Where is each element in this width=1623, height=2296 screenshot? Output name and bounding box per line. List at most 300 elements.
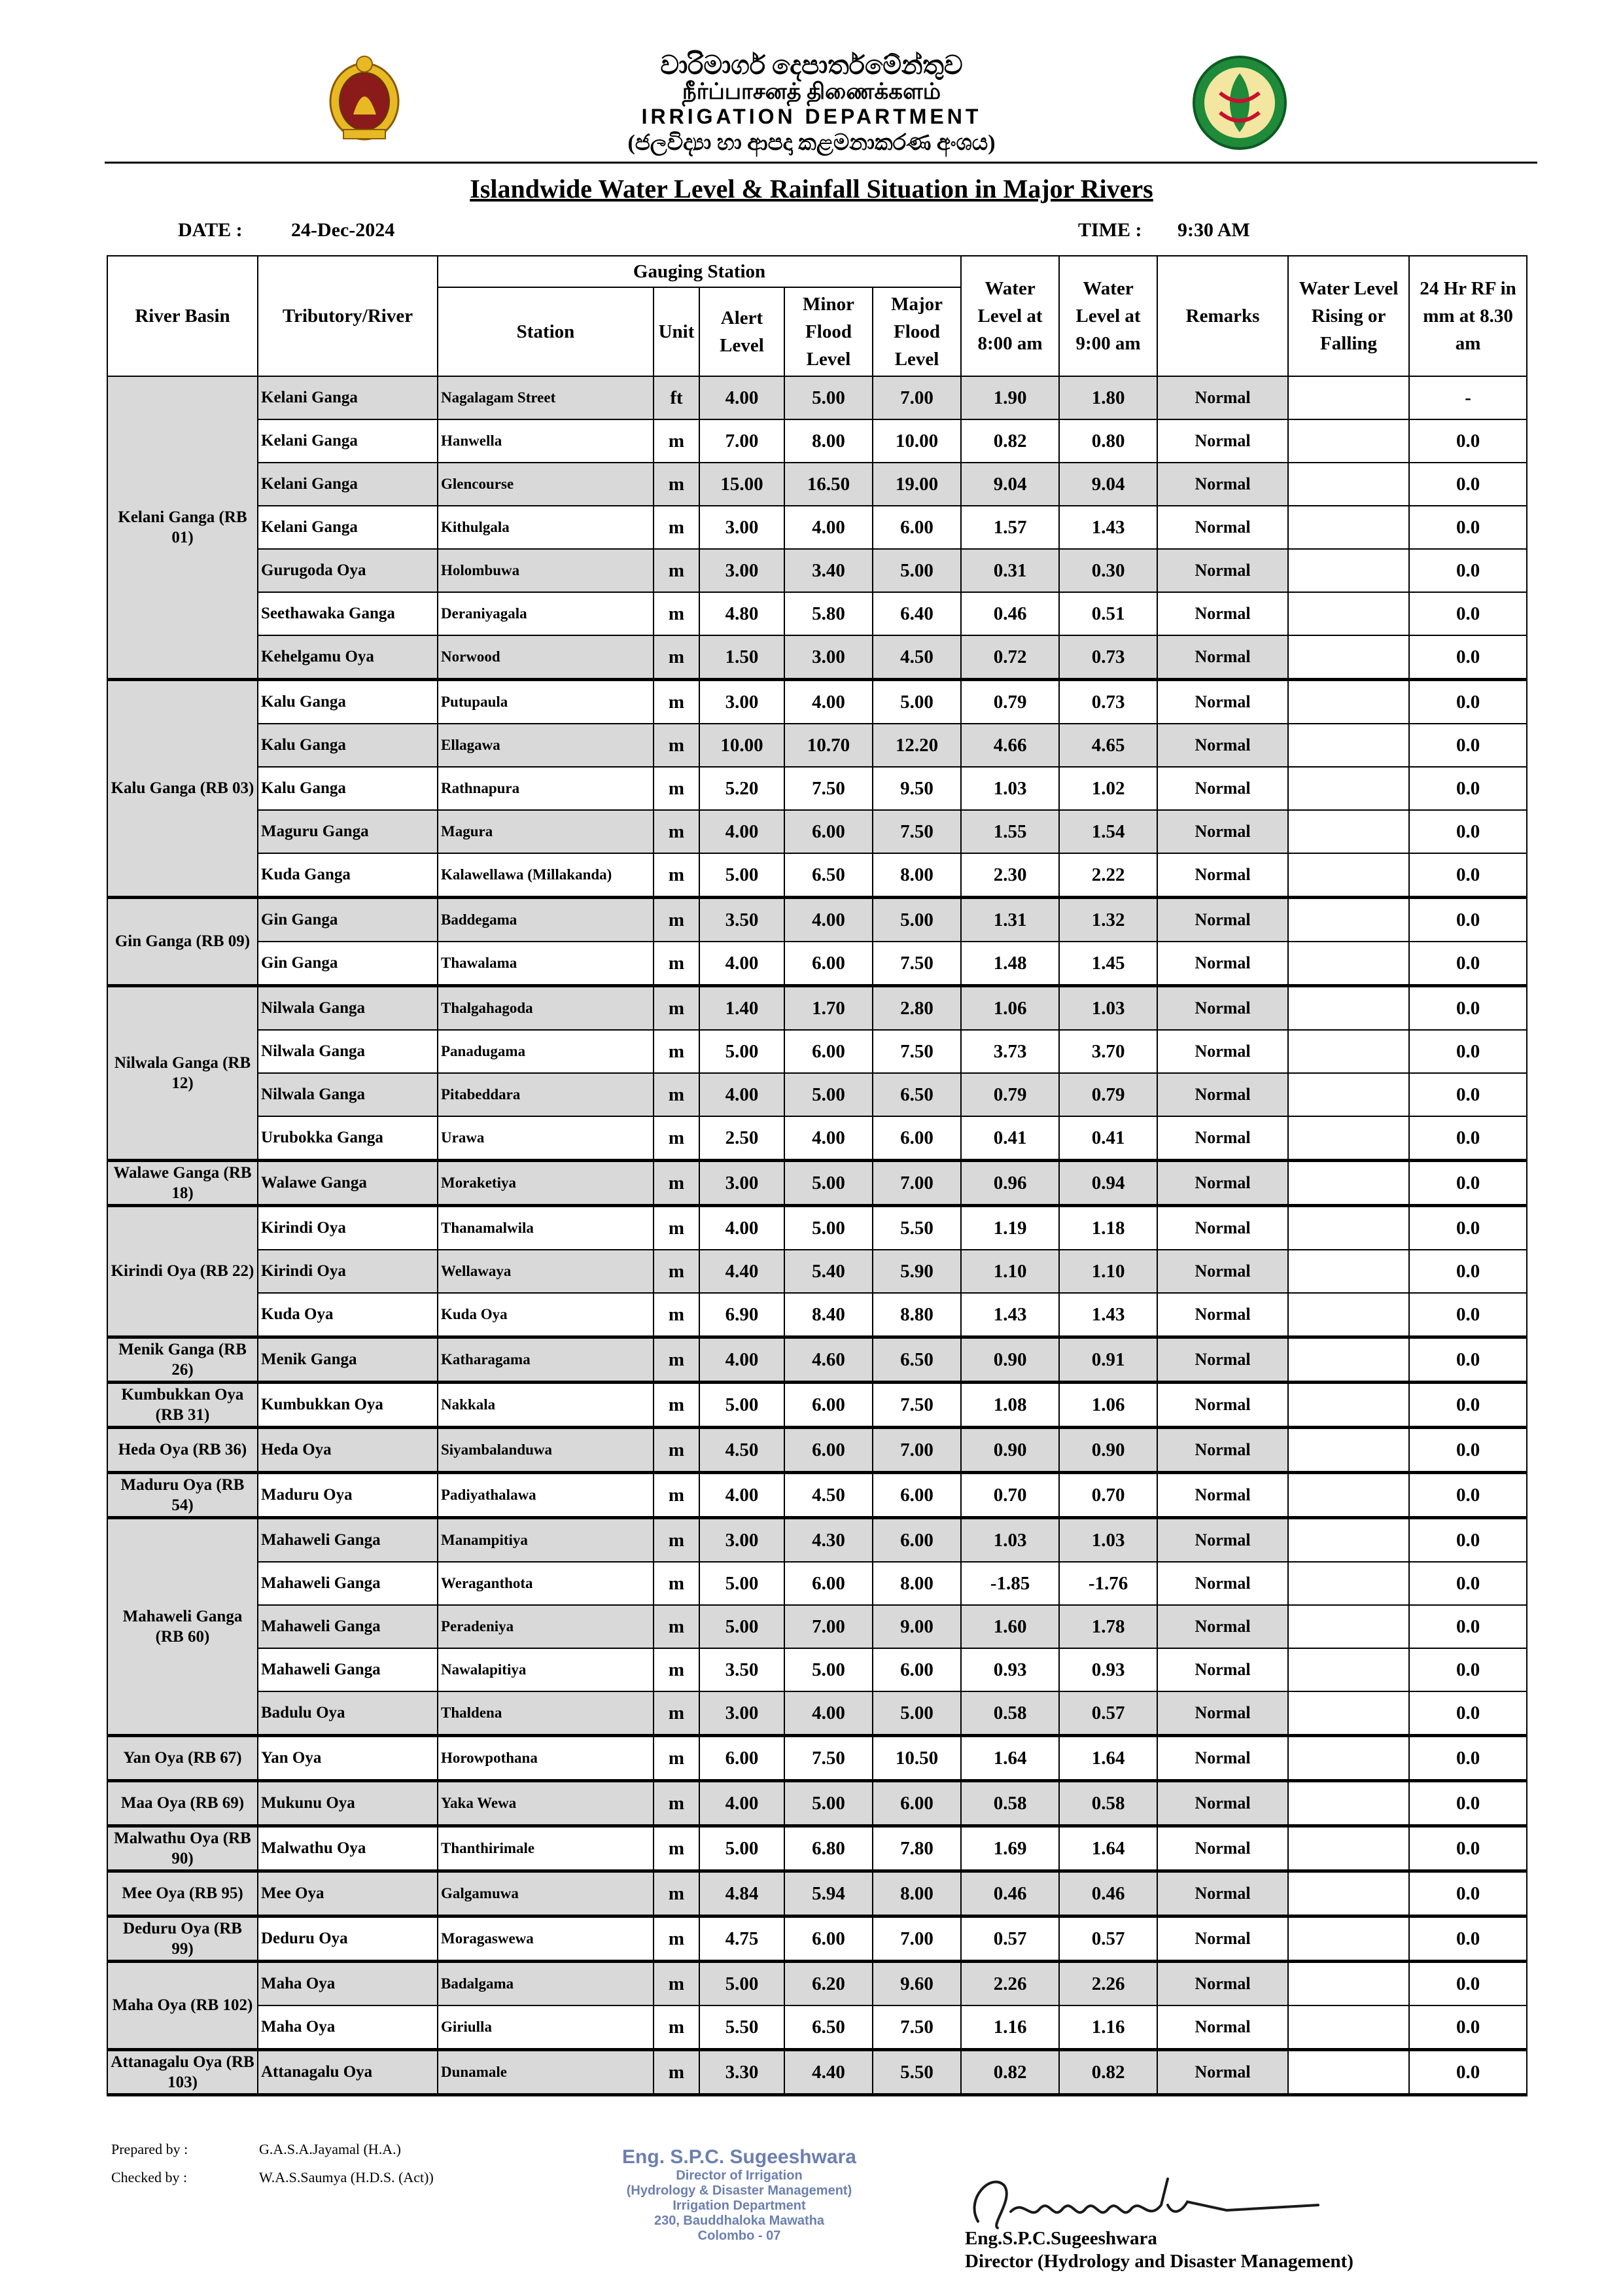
station-cell: Ellagawa	[438, 724, 654, 767]
tributary-cell: Badulu Oya	[258, 1691, 438, 1736]
tributary-cell: Gurugoda Oya	[258, 549, 438, 592]
minor-flood-cell: 5.00	[784, 1073, 873, 1116]
minor-flood-cell: 4.40	[784, 2050, 873, 2095]
handwritten-signature-icon	[952, 2159, 1331, 2238]
letterhead-tamil: நீர்ப்பாசனத் திணைக்களம்	[682, 80, 941, 104]
alert-level-cell: 4.00	[699, 810, 784, 853]
minor-flood-cell: 4.00	[784, 680, 873, 724]
rainfall-cell: 0.0	[1409, 2005, 1527, 2050]
tributary-cell: Mahaweli Ganga	[258, 1562, 438, 1605]
remarks-cell: Normal	[1157, 1962, 1288, 2006]
water-level-9am-cell: 0.90	[1059, 1428, 1157, 1473]
minor-flood-cell: 6.50	[784, 2005, 873, 2050]
minor-flood-cell: 6.00	[784, 1562, 873, 1605]
table-row	[107, 942, 1527, 986]
alert-level-cell: 5.00	[699, 1962, 784, 2006]
alert-level-cell: 5.00	[699, 1030, 784, 1073]
date-value: 24-Dec-2024	[291, 219, 395, 241]
minor-flood-cell: 5.00	[784, 1206, 873, 1250]
letterhead-unit: (ජලවිද්‍යා හා ආපදා කළමනාකරණ අංශය)	[627, 131, 996, 155]
unit-cell: m	[654, 506, 699, 549]
header-remarks: Remarks	[1157, 256, 1288, 376]
water-level-9am-cell: 1.10	[1059, 1250, 1157, 1293]
river-basin-cell: Kalu Ganga (RB 03)	[107, 680, 258, 898]
table-body	[107, 376, 1527, 2095]
alert-level-cell: 10.00	[699, 724, 784, 767]
alert-level-cell: 3.00	[699, 1161, 784, 1206]
remarks-cell: Normal	[1157, 1518, 1288, 1563]
tributary-cell: Gin Ganga	[258, 942, 438, 986]
alert-level-cell: 4.00	[699, 376, 784, 419]
table-row	[107, 1691, 1527, 1736]
table-row	[107, 1871, 1527, 1916]
rainfall-cell: 0.0	[1409, 1250, 1527, 1293]
rainfall-cell: 0.0	[1409, 1206, 1527, 1250]
water-level-9am-cell: 4.65	[1059, 724, 1157, 767]
header-station: Station	[438, 287, 654, 376]
rising-falling-cell	[1288, 853, 1409, 898]
remarks-cell: Normal	[1157, 942, 1288, 986]
minor-flood-cell: 5.00	[784, 376, 873, 419]
rainfall-cell: 0.0	[1409, 1518, 1527, 1563]
river-basin-cell: Maduru Oya (RB 54)	[107, 1473, 258, 1518]
rainfall-cell: 0.0	[1409, 1648, 1527, 1691]
header-rule	[105, 162, 1537, 164]
table-row	[107, 1962, 1527, 2006]
stamp-line: Colombo - 07	[697, 2229, 781, 2243]
header-tributary: Tributory/River	[258, 256, 438, 376]
table-row	[107, 1736, 1527, 1781]
major-flood-cell: 6.00	[873, 506, 961, 549]
tributary-cell: Deduru Oya	[258, 1916, 438, 1962]
unit-cell: m	[654, 1871, 699, 1916]
rainfall-cell: 0.0	[1409, 853, 1527, 898]
remarks-cell: Normal	[1157, 986, 1288, 1031]
minor-flood-cell: 5.00	[784, 1781, 873, 1826]
major-flood-cell: 8.00	[873, 853, 961, 898]
major-flood-cell: 7.00	[873, 1428, 961, 1473]
signer-name: Eng.S.P.C.Sugeeshwara	[965, 2228, 1157, 2249]
water-level-9am-cell: 1.03	[1059, 986, 1157, 1031]
unit-cell: m	[654, 1337, 699, 1383]
tributary-cell: Kelani Ganga	[258, 463, 438, 506]
rainfall-cell: 0.0	[1409, 1293, 1527, 1337]
water-level-9am-cell: 0.79	[1059, 1073, 1157, 1116]
unit-cell: m	[654, 1826, 699, 1871]
rainfall-cell: 0.0	[1409, 635, 1527, 680]
alert-level-cell: 6.90	[699, 1293, 784, 1337]
river-basin-cell: Heda Oya (RB 36)	[107, 1428, 258, 1473]
major-flood-cell: 5.00	[873, 680, 961, 724]
remarks-cell: Normal	[1157, 810, 1288, 853]
major-flood-cell: 9.00	[873, 1605, 961, 1648]
alert-level-cell: 4.00	[699, 1073, 784, 1116]
station-cell: Thaldena	[438, 1691, 654, 1736]
alert-level-cell: 3.50	[699, 898, 784, 942]
remarks-cell: Normal	[1157, 1562, 1288, 1605]
rising-falling-cell	[1288, 1293, 1409, 1337]
station-cell: Wellawaya	[438, 1250, 654, 1293]
rising-falling-cell	[1288, 1250, 1409, 1293]
minor-flood-cell: 4.60	[784, 1337, 873, 1383]
water-level-8am-cell: 0.96	[961, 1161, 1059, 1206]
rising-falling-cell	[1288, 1116, 1409, 1161]
table-row	[107, 376, 1527, 419]
minor-flood-cell: 4.00	[784, 1116, 873, 1161]
minor-flood-cell: 10.70	[784, 724, 873, 767]
remarks-cell: Normal	[1157, 1736, 1288, 1781]
water-level-9am-cell: 9.04	[1059, 463, 1157, 506]
water-level-8am-cell: -1.85	[961, 1562, 1059, 1605]
rainfall-cell: 0.0	[1409, 1473, 1527, 1518]
minor-flood-cell: 4.00	[784, 1691, 873, 1736]
remarks-cell: Normal	[1157, 1691, 1288, 1736]
rising-falling-cell	[1288, 506, 1409, 549]
unit-cell: m	[654, 1691, 699, 1736]
station-cell: Badalgama	[438, 1962, 654, 2006]
minor-flood-cell: 4.30	[784, 1518, 873, 1563]
water-level-8am-cell: 0.93	[961, 1648, 1059, 1691]
unit-cell: m	[654, 1250, 699, 1293]
remarks-cell: Normal	[1157, 1161, 1288, 1206]
major-flood-cell: 2.80	[873, 986, 961, 1031]
station-cell: Nagalagam Street	[438, 376, 654, 419]
unit-cell: m	[654, 2050, 699, 2095]
alert-level-cell: 3.00	[699, 549, 784, 592]
rainfall-cell: 0.0	[1409, 1116, 1527, 1161]
major-flood-cell: 8.00	[873, 1871, 961, 1916]
unit-cell: m	[654, 810, 699, 853]
rainfall-cell: 0.0	[1409, 1736, 1527, 1781]
station-cell: Katharagama	[438, 1337, 654, 1383]
station-cell: Manampitiya	[438, 1518, 654, 1563]
water-level-8am-cell: 0.58	[961, 1691, 1059, 1736]
minor-flood-cell: 4.50	[784, 1473, 873, 1518]
prepared-name: G.A.S.A.Jayamal (H.A.)	[259, 2141, 401, 2157]
rising-falling-cell	[1288, 2050, 1409, 2095]
remarks-cell: Normal	[1157, 376, 1288, 419]
major-flood-cell: 7.00	[873, 1916, 961, 1962]
rising-falling-cell	[1288, 1605, 1409, 1648]
water-level-8am-cell: 1.69	[961, 1826, 1059, 1871]
major-flood-cell: 5.00	[873, 549, 961, 592]
rising-falling-cell	[1288, 1736, 1409, 1781]
unit-cell: m	[654, 1161, 699, 1206]
rainfall-cell: 0.0	[1409, 592, 1527, 635]
river-basin-cell: Kumbukkan Oya (RB 31)	[107, 1383, 258, 1428]
water-level-9am-cell: 1.02	[1059, 767, 1157, 810]
rising-falling-cell	[1288, 376, 1409, 419]
rainfall-cell: 0.0	[1409, 1781, 1527, 1826]
rising-falling-cell	[1288, 1428, 1409, 1473]
rising-falling-cell	[1288, 1206, 1409, 1250]
river-basin-cell: Maha Oya (RB 102)	[107, 1962, 258, 2050]
station-cell: Urawa	[438, 1116, 654, 1161]
table-row	[107, 1030, 1527, 1073]
rising-falling-cell	[1288, 1781, 1409, 1826]
alert-level-cell: 3.00	[699, 680, 784, 724]
major-flood-cell: 7.80	[873, 1826, 961, 1871]
major-flood-cell: 12.20	[873, 724, 961, 767]
water-level-8am-cell: 0.72	[961, 635, 1059, 680]
station-cell: Hanwella	[438, 419, 654, 463]
minor-flood-cell: 5.40	[784, 1250, 873, 1293]
station-cell: Yaka Wewa	[438, 1781, 654, 1826]
unit-cell: m	[654, 1605, 699, 1648]
minor-flood-cell: 6.00	[784, 942, 873, 986]
alert-level-cell: 4.75	[699, 1916, 784, 1962]
rising-falling-cell	[1288, 1337, 1409, 1383]
rainfall-cell: 0.0	[1409, 942, 1527, 986]
alert-level-cell: 5.00	[699, 1605, 784, 1648]
station-cell: Galgamuwa	[438, 1871, 654, 1916]
water-level-9am-cell: 1.32	[1059, 898, 1157, 942]
rainfall-cell: 0.0	[1409, 1073, 1527, 1116]
rising-falling-cell	[1288, 549, 1409, 592]
minor-flood-cell: 4.00	[784, 898, 873, 942]
water-level-8am-cell: 1.10	[961, 1250, 1059, 1293]
table-row	[107, 1383, 1527, 1428]
alert-level-cell: 3.50	[699, 1648, 784, 1691]
letterhead-english: IRRIGATION DEPARTMENT	[641, 105, 982, 128]
header-major: Major Flood Level	[873, 287, 961, 376]
remarks-cell: Normal	[1157, 1605, 1288, 1648]
date-label: DATE :	[178, 219, 243, 241]
table-row	[107, 1337, 1527, 1383]
major-flood-cell: 9.50	[873, 767, 961, 810]
remarks-cell: Normal	[1157, 680, 1288, 724]
water-level-8am-cell: 2.30	[961, 853, 1059, 898]
minor-flood-cell: 5.00	[784, 1161, 873, 1206]
tributary-cell: Yan Oya	[258, 1736, 438, 1781]
unit-cell: m	[654, 898, 699, 942]
major-flood-cell: 6.50	[873, 1073, 961, 1116]
table-row	[107, 1161, 1527, 1206]
water-level-8am-cell: 1.64	[961, 1736, 1059, 1781]
river-basin-cell: Attanagalu Oya (RB 103)	[107, 2050, 258, 2095]
unit-cell: m	[654, 1518, 699, 1563]
table-row	[107, 2050, 1527, 2095]
alert-level-cell: 5.00	[699, 1383, 784, 1428]
water-level-9am-cell: 0.70	[1059, 1473, 1157, 1518]
tributary-cell: Mukunu Oya	[258, 1781, 438, 1826]
station-cell: Thawalama	[438, 942, 654, 986]
major-flood-cell: 10.50	[873, 1736, 961, 1781]
tributary-cell: Mee Oya	[258, 1871, 438, 1916]
table-row	[107, 1605, 1527, 1648]
rising-falling-cell	[1288, 680, 1409, 724]
unit-cell: m	[654, 1962, 699, 2006]
table-row	[107, 1826, 1527, 1871]
station-cell: Glencourse	[438, 463, 654, 506]
unit-cell: m	[654, 724, 699, 767]
alert-level-cell: 4.00	[699, 1337, 784, 1383]
water-level-8am-cell: 1.31	[961, 898, 1059, 942]
river-basin-cell: Maa Oya (RB 69)	[107, 1781, 258, 1826]
report-title: Islandwide Water Level & Rainfall Situation in Major Rivers	[470, 174, 1153, 203]
water-level-8am-cell: 0.46	[961, 592, 1059, 635]
table-row	[107, 1250, 1527, 1293]
rainfall-cell: 0.0	[1409, 1030, 1527, 1073]
unit-cell: m	[654, 942, 699, 986]
rising-falling-cell	[1288, 1161, 1409, 1206]
rising-falling-cell	[1288, 419, 1409, 463]
minor-flood-cell: 3.00	[784, 635, 873, 680]
unit-cell: m	[654, 1116, 699, 1161]
station-cell: Moraketiya	[438, 1161, 654, 1206]
water-level-9am-cell: 1.06	[1059, 1383, 1157, 1428]
unit-cell: m	[654, 463, 699, 506]
table-row	[107, 635, 1527, 680]
rising-falling-cell	[1288, 1030, 1409, 1073]
major-flood-cell: 6.00	[873, 1781, 961, 1826]
water-level-9am-cell: 1.43	[1059, 506, 1157, 549]
rainfall-cell: 0.0	[1409, 810, 1527, 853]
rainfall-cell: 0.0	[1409, 1161, 1527, 1206]
station-cell: Panadugama	[438, 1030, 654, 1073]
rainfall-cell: 0.0	[1409, 1605, 1527, 1648]
station-cell: Holombuwa	[438, 549, 654, 592]
remarks-cell: Normal	[1157, 1337, 1288, 1383]
time-label: TIME :	[1078, 219, 1142, 241]
water-level-8am-cell: 3.73	[961, 1030, 1059, 1073]
table-row	[107, 986, 1527, 1031]
rising-falling-cell	[1288, 2005, 1409, 2050]
minor-flood-cell: 5.00	[784, 1648, 873, 1691]
water-level-8am-cell: 0.57	[961, 1916, 1059, 1962]
water-level-9am-cell: -1.76	[1059, 1562, 1157, 1605]
unit-cell: m	[654, 592, 699, 635]
tributary-cell: Maduru Oya	[258, 1473, 438, 1518]
rainfall-cell: 0.0	[1409, 898, 1527, 942]
station-cell: Dunamale	[438, 2050, 654, 2095]
water-level-9am-cell: 0.73	[1059, 680, 1157, 724]
water-level-9am-cell: 1.18	[1059, 1206, 1157, 1250]
alert-level-cell: 5.00	[699, 1826, 784, 1871]
rising-falling-cell	[1288, 898, 1409, 942]
alert-level-cell: 5.00	[699, 853, 784, 898]
station-cell: Pitabeddara	[438, 1073, 654, 1116]
water-level-8am-cell: 1.16	[961, 2005, 1059, 2050]
table-row	[107, 1293, 1527, 1337]
water-level-8am-cell: 0.82	[961, 419, 1059, 463]
tributary-cell: Gin Ganga	[258, 898, 438, 942]
tributary-cell: Kirindi Oya	[258, 1250, 438, 1293]
minor-flood-cell: 6.00	[784, 810, 873, 853]
rising-falling-cell	[1288, 1962, 1409, 2006]
letterhead-sinhala: වාරිමාර්ග දෙපාර්තමේන්තුව	[660, 50, 963, 80]
unit-cell: m	[654, 1562, 699, 1605]
rising-falling-cell	[1288, 1383, 1409, 1428]
water-level-9am-cell: 1.03	[1059, 1518, 1157, 1563]
minor-flood-cell: 5.94	[784, 1871, 873, 1916]
prepared-label: Prepared by :	[111, 2141, 188, 2157]
rainfall-cell: 0.0	[1409, 1428, 1527, 1473]
tributary-cell: Kalu Ganga	[258, 724, 438, 767]
remarks-cell: Normal	[1157, 419, 1288, 463]
major-flood-cell: 9.60	[873, 1962, 961, 2006]
remarks-cell: Normal	[1157, 1781, 1288, 1826]
water-level-8am-cell: 1.48	[961, 942, 1059, 986]
rainfall-cell: 0.0	[1409, 680, 1527, 724]
water-level-8am-cell: 0.31	[961, 549, 1059, 592]
water-level-8am-cell: 0.90	[961, 1428, 1059, 1473]
water-level-9am-cell: 2.26	[1059, 1962, 1157, 2006]
rising-falling-cell	[1288, 724, 1409, 767]
unit-cell: m	[654, 986, 699, 1031]
alert-level-cell: 4.40	[699, 1250, 784, 1293]
minor-flood-cell: 3.40	[784, 549, 873, 592]
water-level-8am-cell: 9.04	[961, 463, 1059, 506]
water-level-8am-cell: 0.79	[961, 680, 1059, 724]
rainfall-cell: 0.0	[1409, 1826, 1527, 1871]
stamp-line: (Hydrology & Disaster Management)	[626, 2183, 852, 2198]
rising-falling-cell	[1288, 1691, 1409, 1736]
water-level-8am-cell: 4.66	[961, 724, 1059, 767]
table-row	[107, 2005, 1527, 2050]
unit-cell: m	[654, 1648, 699, 1691]
rainfall-cell: -	[1409, 376, 1527, 419]
major-flood-cell: 8.00	[873, 1562, 961, 1605]
water-level-9am-cell: 1.64	[1059, 1826, 1157, 1871]
river-basin-cell: Kelani Ganga (RB 01)	[107, 376, 258, 680]
major-flood-cell: 6.50	[873, 1337, 961, 1383]
table-row	[107, 853, 1527, 898]
remarks-cell: Normal	[1157, 1073, 1288, 1116]
remarks-cell: Normal	[1157, 1916, 1288, 1962]
table-row	[107, 1648, 1527, 1691]
minor-flood-cell: 1.70	[784, 986, 873, 1031]
station-cell: Deraniyagala	[438, 592, 654, 635]
rainfall-cell: 0.0	[1409, 463, 1527, 506]
water-level-9am-cell: 1.54	[1059, 810, 1157, 853]
tributary-cell: Kirindi Oya	[258, 1206, 438, 1250]
rainfall-cell: 0.0	[1409, 1962, 1527, 2006]
water-level-9am-cell: 1.78	[1059, 1605, 1157, 1648]
tributary-cell: Seethawaka Ganga	[258, 592, 438, 635]
rainfall-cell: 0.0	[1409, 1916, 1527, 1962]
water-level-8am-cell: 1.60	[961, 1605, 1059, 1648]
water-level-9am-cell: 0.91	[1059, 1337, 1157, 1383]
river-basin-cell: Menik Ganga (RB 26)	[107, 1337, 258, 1383]
water-level-9am-cell: 1.64	[1059, 1736, 1157, 1781]
table-row	[107, 419, 1527, 463]
minor-flood-cell: 6.80	[784, 1826, 873, 1871]
remarks-cell: Normal	[1157, 898, 1288, 942]
rising-falling-cell	[1288, 1826, 1409, 1871]
header-rising: Water Level Rising or Falling	[1288, 256, 1409, 376]
alert-level-cell: 15.00	[699, 463, 784, 506]
minor-flood-cell: 7.50	[784, 1736, 873, 1781]
major-flood-cell: 7.00	[873, 376, 961, 419]
major-flood-cell: 10.00	[873, 419, 961, 463]
major-flood-cell: 7.50	[873, 942, 961, 986]
unit-cell: m	[654, 1736, 699, 1781]
major-flood-cell: 6.40	[873, 592, 961, 635]
station-cell: Giriulla	[438, 2005, 654, 2050]
alert-level-cell: 4.80	[699, 592, 784, 635]
water-level-9am-cell: 0.82	[1059, 2050, 1157, 2095]
tributary-cell: Walawe Ganga	[258, 1161, 438, 1206]
remarks-cell: Normal	[1157, 2005, 1288, 2050]
table-row	[107, 1473, 1527, 1518]
unit-cell: m	[654, 549, 699, 592]
header-river-basin: River Basin	[107, 256, 258, 376]
tributary-cell: Kuda Ganga	[258, 853, 438, 898]
minor-flood-cell: 7.00	[784, 1605, 873, 1648]
tributary-cell: Maha Oya	[258, 2005, 438, 2050]
table-row	[107, 549, 1527, 592]
